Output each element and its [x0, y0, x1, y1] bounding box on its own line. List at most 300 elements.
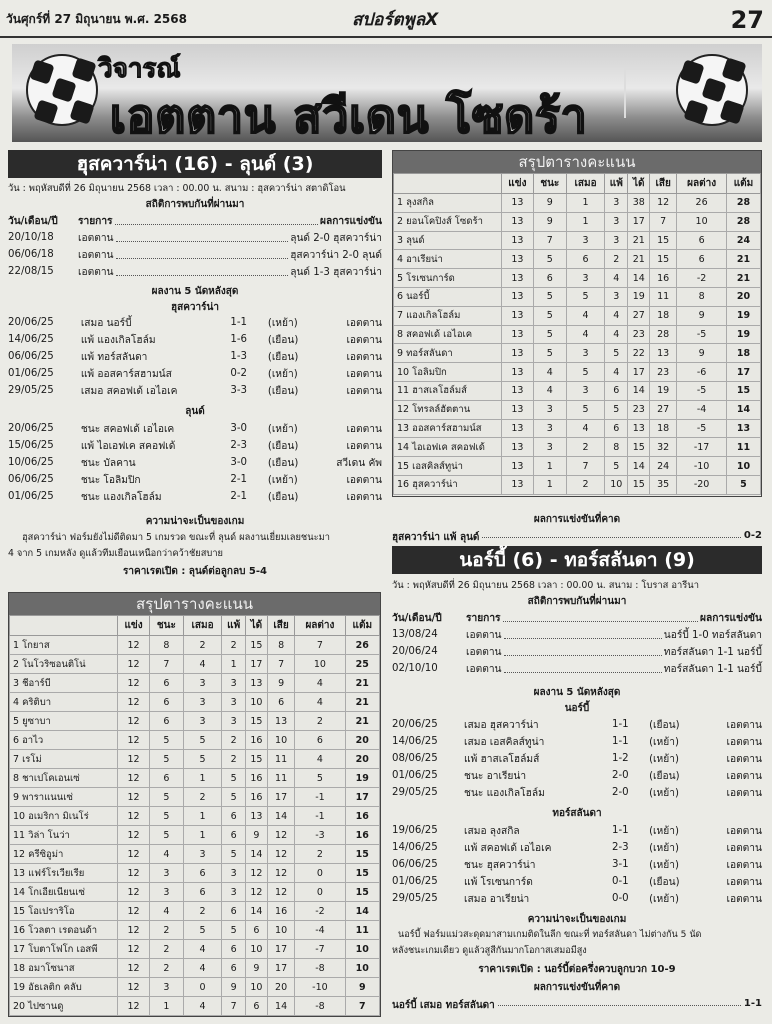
stat-cell: -5	[677, 419, 727, 438]
table-row	[10, 674, 380, 693]
match1-h2h-table	[8, 212, 382, 280]
h2h-col-date: วัน/เดือน/ปี	[8, 215, 58, 227]
stat-cell: 17	[267, 940, 294, 959]
stat-cell: 21	[345, 712, 379, 731]
stat-cell: 19	[650, 381, 677, 400]
stat-cell: 12	[245, 864, 267, 883]
stat-cell: 3	[533, 419, 566, 438]
stat-cell: 13	[502, 381, 534, 400]
stat-cell: 7	[267, 655, 294, 674]
stat-cell: 12	[650, 194, 677, 213]
h2h-col-result: ผลการแข่งขัน	[319, 215, 382, 227]
table-row	[394, 212, 761, 231]
stat-cell: 13	[628, 419, 650, 438]
stat-cell: 21	[345, 674, 379, 693]
stat-cell: 6	[150, 674, 184, 693]
stat-cell: 7	[222, 997, 246, 1016]
team-name-cell: 7 เรโม่	[10, 750, 118, 769]
stat-cell: 3	[183, 845, 222, 864]
stat-cell: 26	[677, 194, 727, 213]
stat-cell: 11	[345, 921, 379, 940]
team-name-cell: 11 ฮาสเลโฮล์มส์	[394, 381, 502, 400]
football-icon	[26, 54, 98, 126]
stat-cell: 6	[533, 269, 566, 288]
stat-cell: 1	[183, 769, 222, 788]
stat-cell: 11	[726, 438, 760, 457]
match1-prediction-score: 0-2	[743, 530, 762, 541]
table-row	[394, 194, 761, 213]
stat-cell: 38	[628, 194, 650, 213]
stat-cell: 12	[118, 731, 150, 750]
table-row	[10, 788, 380, 807]
stat-cell: 2	[183, 636, 222, 655]
table-row	[394, 344, 761, 363]
stat-cell: 5	[533, 250, 566, 269]
form-row: 14/06/25 แพ้ แองเกิลโฮล์ม 1-6 (เยือน) เอตตาน	[8, 334, 382, 346]
standings-title: สรุปตารางคะแนน	[393, 151, 761, 173]
h2h-row: 20/10/18 เอตตาน ลุนด์ 2-0 ฮุสควาร์น่า	[8, 232, 382, 244]
stat-cell: 6	[245, 997, 267, 1016]
standings-col-header: แพ้	[222, 616, 246, 636]
stat-cell: 12	[118, 636, 150, 655]
stat-cell: 13	[502, 400, 534, 419]
stat-cell: 18	[650, 306, 677, 325]
stat-cell: 2	[150, 940, 184, 959]
stat-cell: 1	[566, 212, 604, 231]
match1-h2h-title: สถิติการพบกันที่ผ่านมา	[145, 199, 245, 210]
stat-cell: 13	[502, 287, 534, 306]
stat-cell: 3	[533, 400, 566, 419]
stat-cell: 28	[650, 325, 677, 344]
stat-cell: 16	[267, 902, 294, 921]
match2-analysis-title: ความน่าจะเป็นของเกม	[527, 914, 627, 925]
stat-cell: 1	[566, 194, 604, 213]
team-name-cell: 19 อัธเลติก คลับ	[10, 978, 118, 997]
stat-cell: 6	[150, 769, 184, 788]
stat-cell: 12	[118, 997, 150, 1016]
stat-cell: 3	[150, 864, 184, 883]
stat-cell: 4	[533, 381, 566, 400]
match2-price: ราคาเรตเปิด : นอร์บี้ต่อครึ่งควบลูกบวก 10-9	[478, 964, 676, 975]
stat-cell: 16	[345, 807, 379, 826]
form-row: 01/06/25 ชนะ แองเกิลโฮล์ม 2-1 (เยือน) เอตตาน	[8, 491, 382, 503]
team-name-cell: 4 คริติบา	[10, 693, 118, 712]
form-row: 01/06/25 แพ้ ออสคาร์สฮามน์ส 0-2 (เหย้า) เอตตาน	[8, 368, 382, 380]
stat-cell: 14	[267, 997, 294, 1016]
stat-cell: 35	[650, 475, 677, 494]
h2h-col-list: รายการ	[78, 215, 113, 227]
stat-cell: 1	[183, 826, 222, 845]
match2-teamA-label: นอร์บี้	[564, 703, 590, 714]
stat-cell: 16	[245, 731, 267, 750]
table-row	[394, 325, 761, 344]
stat-cell: -5	[677, 381, 727, 400]
stat-cell: 23	[650, 363, 677, 382]
stat-cell: 4	[295, 693, 345, 712]
stat-cell: 13	[502, 212, 534, 231]
table-row	[394, 475, 761, 494]
standings-table-left	[8, 592, 381, 1017]
stat-cell: 6	[566, 250, 604, 269]
stat-cell: 4	[150, 902, 184, 921]
table-row	[10, 864, 380, 883]
banner-headline: เอตตาน สวีเดน โซดร้า	[110, 89, 588, 142]
stat-cell: -4	[295, 921, 345, 940]
table-row	[394, 419, 761, 438]
stat-cell: 5	[533, 306, 566, 325]
table-row	[394, 457, 761, 476]
team-name-cell: 18 อมาโซนาส	[10, 959, 118, 978]
stat-cell: 5	[183, 750, 222, 769]
match2-info: วัน : พฤหัสบดีที่ 26 มิถุนายน 2568 เวลา : 00.00 น. สนาม : โบราส อารีนา	[392, 580, 699, 591]
team-name-cell: 1 โกยาส	[10, 636, 118, 655]
stat-cell: 4	[605, 363, 628, 382]
stat-cell: 10	[605, 475, 628, 494]
table-row	[10, 636, 380, 655]
stat-cell: 12	[267, 826, 294, 845]
stat-cell: 4	[566, 325, 604, 344]
stat-cell: 14	[726, 400, 760, 419]
stat-cell: 10	[267, 921, 294, 940]
stat-cell: 3	[183, 674, 222, 693]
match1-prediction: ฮุสควาร์น่า แพ้ ลุนด์	[392, 532, 480, 543]
stat-cell: 24	[650, 457, 677, 476]
stat-cell: 6	[245, 921, 267, 940]
team-name-cell: 12 ครีซิอูม่า	[10, 845, 118, 864]
stat-cell: 13	[502, 344, 534, 363]
table-row	[10, 655, 380, 674]
stat-cell: 3	[222, 693, 246, 712]
stat-cell: 5	[150, 826, 184, 845]
stat-cell: 2	[605, 250, 628, 269]
match2-formA-list	[392, 716, 762, 801]
stat-cell: 2	[183, 788, 222, 807]
stat-cell: 2	[295, 712, 345, 731]
stat-cell: 17	[628, 363, 650, 382]
stat-cell: 21	[345, 693, 379, 712]
match1-info: วัน : พฤหัสบดีที่ 26 มิถุนายน 2568 เวลา : 00.00 น. สนาม : ฮุสควาร์น่า สตาดิโอน	[8, 183, 346, 194]
team-name-cell: 7 แองเกิลโฮล์ม	[394, 306, 502, 325]
team-name-cell: 13 ออสคาร์สฮามน์ส	[394, 419, 502, 438]
banner-kicker: วิจารณ์	[98, 54, 181, 84]
stat-cell: 4	[183, 940, 222, 959]
stat-cell: 12	[118, 712, 150, 731]
team-name-cell: 3 ชีอาร์บี	[10, 674, 118, 693]
stat-cell: 4	[605, 325, 628, 344]
stat-cell: -17	[677, 438, 727, 457]
match1-teamB-label: ลุนด์	[185, 406, 205, 417]
table-row	[10, 959, 380, 978]
stat-cell: 9	[267, 674, 294, 693]
stat-cell: 9	[345, 978, 379, 997]
table-row	[10, 940, 380, 959]
stat-cell: 20	[345, 750, 379, 769]
stat-cell: 6	[222, 959, 246, 978]
stat-cell: 7	[650, 212, 677, 231]
stat-cell: 22	[628, 344, 650, 363]
stat-cell: 6	[150, 693, 184, 712]
stat-cell: 17	[628, 212, 650, 231]
stat-cell: 15	[345, 845, 379, 864]
stat-cell: 28	[726, 212, 760, 231]
match1-analysis-title: ความน่าจะเป็นของเกม	[145, 516, 245, 527]
h2h-col-date: วัน/เดือน/ปี	[392, 612, 442, 624]
stat-cell: 13	[502, 457, 534, 476]
form-row: 19/06/25 เสมอ ลุงสกิล 1-1 (เหย้า) เอตตาน	[392, 825, 762, 837]
stat-cell: 20	[345, 731, 379, 750]
stat-cell: 6	[605, 381, 628, 400]
stat-cell: 23	[628, 400, 650, 419]
stat-cell: 1	[222, 655, 246, 674]
stat-cell: 6	[222, 826, 246, 845]
stat-cell: 5	[222, 845, 246, 864]
stat-cell: 5	[222, 788, 246, 807]
stat-cell: 28	[726, 194, 760, 213]
stat-cell: 9	[533, 212, 566, 231]
stat-cell: 21	[628, 250, 650, 269]
team-name-cell: 1 ลุงสกิล	[394, 194, 502, 213]
team-name-cell: 4 อาเรียน่า	[394, 250, 502, 269]
team-name-cell: 6 อาไว	[10, 731, 118, 750]
stat-cell: 9	[245, 959, 267, 978]
match2-h2h-title: สถิติการพบกันที่ผ่านมา	[527, 596, 627, 607]
page-number: 27	[730, 6, 764, 34]
stat-cell: 5	[533, 325, 566, 344]
stat-cell: 21	[726, 269, 760, 288]
stat-cell: 3	[183, 712, 222, 731]
standings-col-header: ได้	[245, 616, 267, 636]
match2-prediction: นอร์บี้ เสมอ ทอร์สลันดา	[392, 1000, 495, 1011]
table-row	[394, 306, 761, 325]
stat-cell: 5	[150, 807, 184, 826]
stat-cell: 12	[245, 883, 267, 902]
stat-cell: 15	[628, 438, 650, 457]
stat-cell: 12	[118, 845, 150, 864]
stat-cell: 12	[118, 788, 150, 807]
stat-cell: 4	[605, 306, 628, 325]
stat-cell: -2	[677, 269, 727, 288]
stat-cell: 16	[245, 769, 267, 788]
match1-title: ฮุสควาร์น่า (16) - ลุนด์ (3)	[8, 150, 382, 178]
team-name-cell: 20 ไปซานดู	[10, 997, 118, 1016]
stat-cell: 3	[222, 883, 246, 902]
standings-col-header: ได้	[628, 174, 650, 194]
stat-cell: 4	[566, 419, 604, 438]
stat-cell: 10	[245, 940, 267, 959]
stat-cell: 12	[118, 959, 150, 978]
table-row	[394, 250, 761, 269]
stat-cell: 12	[118, 902, 150, 921]
stat-cell: 7	[345, 997, 379, 1016]
form-row: 15/06/25 แพ้ ไอเอฟเค สคอฟเด้ 2-3 (เยือน) เอตตาน	[8, 440, 382, 452]
stat-cell: 5	[150, 731, 184, 750]
stat-cell: 4	[150, 845, 184, 864]
standings-header-row	[394, 174, 761, 194]
stat-cell: 13	[502, 438, 534, 457]
match1-price: ราคาเรตเปิด : ลุนด์ต่อลูกลบ 5-4	[123, 566, 267, 577]
stat-cell: -20	[677, 475, 727, 494]
stat-cell: 13	[502, 363, 534, 382]
standings-col-header: เสีย	[267, 616, 294, 636]
form-row: 20/06/25 เสมอ ฮุสควาร์น่า 1-1 (เยือน) เอตตาน	[392, 719, 762, 731]
stat-cell: 2	[566, 475, 604, 494]
stat-cell: 3	[605, 287, 628, 306]
team-name-cell: 6 นอร์บี้	[394, 287, 502, 306]
stat-cell: 12	[118, 921, 150, 940]
table-row	[10, 750, 380, 769]
stat-cell: 27	[650, 400, 677, 419]
match2-h2h-table	[392, 609, 762, 677]
match1-analysis-line2: 4 จาก 5 เกมหลัง ดูแล้วทีมเยือนเหนือกว่าคว้าชัยสบาย	[8, 548, 223, 559]
stat-cell: 19	[726, 325, 760, 344]
table-row	[394, 269, 761, 288]
form-row: 14/06/25 แพ้ สคอฟเด้ เอไอเค 2-3 (เหย้า) เอตตาน	[392, 842, 762, 854]
standings-col-header: แข่ง	[502, 174, 534, 194]
stat-cell: 3	[566, 231, 604, 250]
stat-cell: 19	[628, 287, 650, 306]
stat-cell: 13	[245, 674, 267, 693]
stat-cell: 1	[533, 457, 566, 476]
standings-header-row	[10, 616, 380, 636]
match2-analysis-line2: หลังชนะเกมเดียว ดูแล้วสูสีกันมากโอกาสเสมอมีสูง	[392, 946, 587, 956]
h2h-col-result: ผลการแข่งขัน	[699, 612, 762, 624]
stat-cell: 6	[222, 902, 246, 921]
team-name-cell: 16 ฮุสควาร์น่า	[394, 475, 502, 494]
stat-cell: 4	[183, 959, 222, 978]
team-name-cell: 5 ยูซาบา	[10, 712, 118, 731]
stat-cell: 15	[345, 864, 379, 883]
match1-formB-list	[8, 420, 382, 505]
form-row: 01/06/25 ชนะ อาเรียน่า 2-0 (เยือน) เอตตาน	[392, 770, 762, 782]
stat-cell: -1	[295, 807, 345, 826]
stat-cell: 1	[183, 807, 222, 826]
stat-cell: 5	[183, 731, 222, 750]
stat-cell: 13	[502, 250, 534, 269]
stat-cell: 13	[650, 344, 677, 363]
stat-cell: 5	[150, 788, 184, 807]
stat-cell: 0	[183, 978, 222, 997]
stat-cell: 11	[267, 750, 294, 769]
stat-cell: 6	[677, 231, 727, 250]
stat-cell: 19	[345, 769, 379, 788]
table-row	[394, 287, 761, 306]
stat-cell: 3	[222, 864, 246, 883]
stat-cell: 19	[726, 306, 760, 325]
stat-cell: 14	[267, 807, 294, 826]
standings-col-header: แพ้	[605, 174, 628, 194]
stat-cell: 6	[222, 940, 246, 959]
stat-cell: 9	[677, 344, 727, 363]
stat-cell: 12	[267, 864, 294, 883]
stat-cell: 4	[183, 655, 222, 674]
table-row	[10, 693, 380, 712]
stat-cell: 5	[150, 750, 184, 769]
match1-teamA-label: ฮุสควาร์น่า	[171, 302, 219, 313]
stat-cell: 5	[533, 287, 566, 306]
stat-cell: 12	[118, 693, 150, 712]
stat-cell: 17	[726, 363, 760, 382]
match2-analysis-line1: นอร์บี้ ฟอร์มแม่วสะดุดมาสามเกมติดในลีก ขณะที่ ทอร์สลันดา ไม่ต่างกัน 5 นัด	[398, 930, 702, 940]
table-row	[10, 845, 380, 864]
table-row	[394, 438, 761, 457]
stat-cell: 5	[222, 769, 246, 788]
stat-cell: 15	[245, 636, 267, 655]
stat-cell: 10	[345, 959, 379, 978]
table-row	[10, 883, 380, 902]
stat-cell: 4	[605, 269, 628, 288]
stat-cell: 5	[183, 921, 222, 940]
form-row: 29/05/25 เสมอ อาเรียน่า 0-0 (เหย้า) เอตตาน	[392, 893, 762, 905]
stat-cell: 4	[295, 674, 345, 693]
standings-col-header: แต้ม	[345, 616, 379, 636]
stat-cell: 3	[183, 693, 222, 712]
stat-cell: 7	[533, 231, 566, 250]
stat-cell: 10	[345, 940, 379, 959]
match1-formA-list	[8, 314, 382, 399]
h2h-row: 20/06/24 เอตตาน ทอร์สลันดา 1-1 นอร์บี้	[392, 646, 762, 658]
stat-cell: 9	[677, 306, 727, 325]
stat-cell: 14	[628, 269, 650, 288]
form-row: 20/06/25 เสมอ นอร์บี้ 1-1 (เหย้า) เอตตาน	[8, 317, 382, 329]
match2-prediction-title: ผลการแข่งขันที่คาด	[533, 982, 621, 993]
team-name-cell: 17 โบตาโฟโก เอสพี	[10, 940, 118, 959]
brand-logo: สปอร์ตพูลX	[352, 10, 439, 30]
table-row	[10, 921, 380, 940]
match1-prediction-row	[392, 530, 762, 545]
stat-cell: 4	[295, 750, 345, 769]
stat-cell: 11	[267, 769, 294, 788]
match2-prediction-row	[392, 998, 762, 1013]
stat-cell: 15	[726, 381, 760, 400]
h2h-row: 02/10/10 เอตตาน ทอร์สลันดา 1-1 นอร์บี้	[392, 663, 762, 675]
stat-cell: 25	[345, 655, 379, 674]
stat-cell: 26	[345, 636, 379, 655]
stat-cell: 10	[245, 693, 267, 712]
table-row	[10, 997, 380, 1016]
stat-cell: 6	[150, 712, 184, 731]
table-row	[10, 731, 380, 750]
stat-cell: 18	[650, 419, 677, 438]
stat-cell: 1	[150, 997, 184, 1016]
stat-cell: 15	[650, 231, 677, 250]
stat-cell: 10	[677, 212, 727, 231]
standings-col-header: แข่ง	[118, 616, 150, 636]
team-name-cell: 13 แฟร์โรเวียเรีย	[10, 864, 118, 883]
stat-cell: 14	[245, 902, 267, 921]
form-row: 20/06/25 ชนะ สคอฟเด้ เอไอเค 3-0 (เหย้า) เอตตาน	[8, 423, 382, 435]
stat-cell: 12	[118, 807, 150, 826]
standings-table-right	[392, 150, 762, 497]
team-name-cell: 3 ลุนด์	[394, 231, 502, 250]
stat-cell: 3	[605, 212, 628, 231]
stat-cell: 6	[183, 864, 222, 883]
stat-cell: 15	[245, 750, 267, 769]
stat-cell: 0	[295, 883, 345, 902]
team-col-header	[10, 616, 118, 636]
stat-cell: 13	[245, 807, 267, 826]
stat-cell: 20	[267, 978, 294, 997]
form-row: 14/06/25 เสมอ เอสคิลส์ทูน่า 1-1 (เหย้า) เอตตาน	[392, 736, 762, 748]
table-row	[10, 807, 380, 826]
team-name-cell: 8 ชาเปโคเอนเซ่	[10, 769, 118, 788]
form-row: 06/06/25 ชนะ ฮุสควาร์น่า 3-1 (เหย้า) เอตตาน	[392, 859, 762, 871]
stat-cell: 5	[566, 400, 604, 419]
stat-cell: 5	[533, 344, 566, 363]
stat-cell: -8	[295, 997, 345, 1016]
banner	[12, 44, 762, 142]
stat-cell: 13	[502, 231, 534, 250]
stat-cell: 5	[222, 921, 246, 940]
